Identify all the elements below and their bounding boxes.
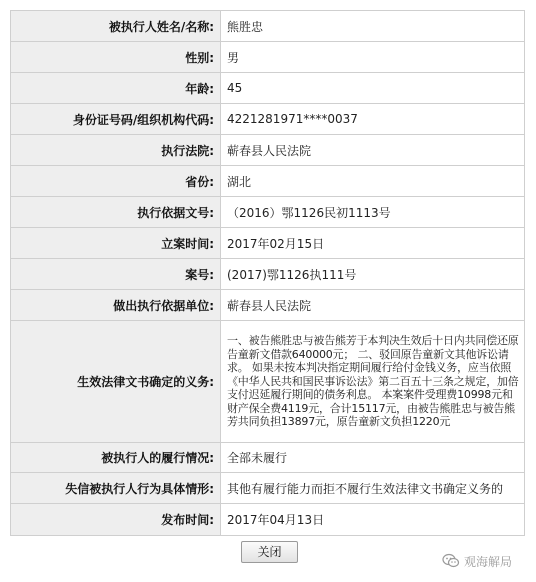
dishonest-person-info (10, 10, 525, 536)
row-filing-date (11, 228, 525, 259)
row-basis-unit (11, 290, 525, 321)
value-case-number: (2017)鄂1126执111号 (221, 259, 525, 290)
label-filing-date: 立案时间: (11, 228, 221, 259)
row-performance (11, 443, 525, 473)
label-gender: 性别: (11, 42, 221, 73)
row-age (11, 73, 525, 104)
value-court: 蕲春县人民法院 (221, 135, 525, 166)
row-name (11, 11, 525, 42)
value-basis-unit: 蕲春县人民法院 (221, 290, 525, 321)
row-case-number (11, 259, 525, 290)
value-age: 45 (221, 73, 525, 104)
value-filing-date: 2017年02月15日 (221, 228, 525, 259)
value-publish-date: 2017年04月13日 (221, 504, 525, 536)
label-age: 年龄: (11, 73, 221, 104)
label-basis-unit: 做出执行依据单位: (11, 290, 221, 321)
value-province: 湖北 (221, 166, 525, 197)
wechat-icon (442, 552, 460, 570)
watermark (442, 551, 512, 571)
row-basis-number (11, 197, 525, 228)
label-court: 执行法院: (11, 135, 221, 166)
label-id-number: 身份证号码/组织机构代码: (11, 104, 221, 135)
value-performance: 全部未履行 (221, 443, 525, 473)
row-publish-date (11, 504, 525, 536)
value-name: 熊胜忠 (221, 11, 525, 42)
row-circumstances (11, 473, 525, 504)
label-circumstances: 失信被执行人行为具体情形: (11, 473, 221, 504)
watermark-text: 观海解局 (464, 554, 513, 569)
row-id-number (11, 104, 525, 135)
value-obligations: 一、被告熊胜忠与被告熊芳于本判决生效后十日内共同偿还原告童新文借款640000元； 二、驳回原告童新文其他诉讼请求。 如果未按本判决指定期间履行给付金钱义务，应当依照《中华人民共和国民事诉讼法》第二百五十三条之规定，加倍支付迟延履行期间的债务利息。 本案案件受理费10998元和财产保全费4119元，合计15117元，由被告熊胜忠与被告熊芳共同负担13897元，原告童新文负担1220元 (221, 321, 525, 443)
label-province: 省份: (11, 166, 221, 197)
row-gender (11, 42, 525, 73)
label-case-number: 案号: (11, 259, 221, 290)
value-id-number: 4221281971****0037 (221, 104, 525, 135)
value-gender: 男 (221, 42, 525, 73)
label-basis-number: 执行依据文号: (11, 197, 221, 228)
row-obligations (11, 321, 525, 443)
close-button[interactable]: 关闭 (241, 541, 298, 563)
info-table (10, 10, 525, 536)
value-basis-number: （2016）鄂1126民初1113号 (221, 197, 525, 228)
row-province (11, 166, 525, 197)
value-circumstances: 其他有履行能力而拒不履行生效法律文书确定义务的 (221, 473, 525, 504)
label-performance: 被执行人的履行情况: (11, 443, 221, 473)
label-name: 被执行人姓名/名称: (11, 11, 221, 42)
label-obligations: 生效法律文书确定的义务: (11, 321, 221, 443)
label-publish-date: 发布时间: (11, 504, 221, 536)
row-court (11, 135, 525, 166)
